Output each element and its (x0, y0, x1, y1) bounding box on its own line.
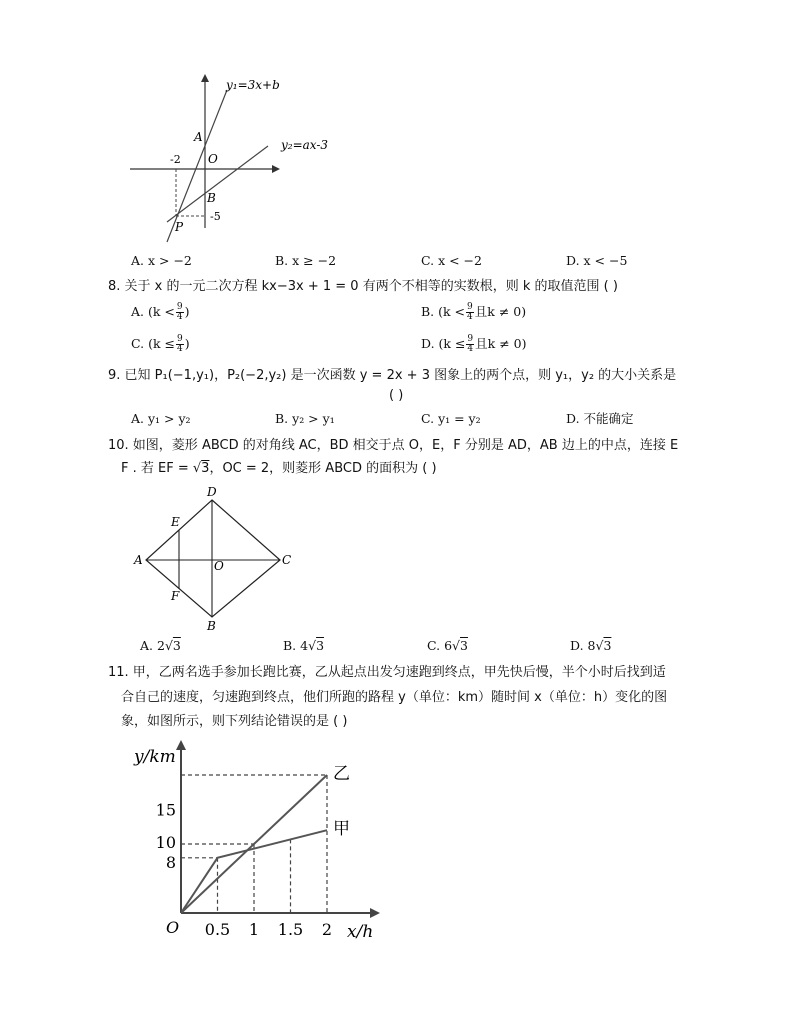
q9-option-c: C. y₁ = y₂ (421, 411, 481, 426)
q11-line1: 11. 甲，乙两名选手参加长跑比赛，乙从起点出发匀速跑到终点，甲先快后慢，半个小时后找到适 (108, 665, 666, 680)
label-line-y1: y₁=3x+b (226, 78, 280, 92)
q9-option-b: B. y₂ > y₁ (275, 411, 335, 426)
q10-option-c: C. 6√3 (427, 638, 468, 653)
label-E: E (171, 515, 180, 529)
chart-y-axis-arrow (176, 740, 186, 750)
q9-option-d: D. 不能确定 (566, 411, 634, 426)
q8-option-b: B. (k < $\frac{9}{4}$ 且k ≠ 0) (421, 302, 527, 322)
label-B: B (207, 619, 216, 633)
label-O: O (214, 559, 224, 573)
q9-stem: 9. 已知 P₁(−1,y₁)，P₂(−2,y₂) 是一次函数 y = 2x + 3 图象上的两个点，则 y₁，y₂ 的大小关系是 (108, 368, 677, 383)
q10-stem-line2: F . 若 EF = √3，OC = 2，则菱形 ABCD 的面积为 ( ) (121, 461, 437, 476)
chart-x-axis-arrow (370, 908, 380, 918)
series-label-1: 甲 (333, 819, 350, 840)
x-tick-label: 2 (321, 920, 333, 939)
y-tick-label: 8 (165, 852, 176, 872)
q10-option-b: B. 4√3 (283, 638, 325, 653)
q9-paren: ( ) (389, 388, 404, 403)
label-O: O (208, 152, 218, 166)
q7-option-b: B. x ≥ −2 (275, 253, 337, 268)
q10-option-d: D. 8√3 (570, 638, 612, 653)
series-label-0: 乙 (333, 764, 350, 784)
label-D: D (207, 485, 217, 499)
tick-neg5: -5 (210, 210, 221, 223)
chart-xlabel: x/h (347, 922, 374, 942)
label-B: B (207, 191, 216, 205)
q10-stem-line1: 10. 如图，菱形 ABCD 的对角线 AC，BD 相交于点 O，E，F 分别是 AD，AB 边上的中点，连接 E (108, 438, 679, 453)
label-P: P (175, 220, 184, 234)
q7-option-a: A. x > −2 (131, 253, 192, 268)
q10-option-a: A. 2√3 (140, 638, 181, 653)
x-tick-label: 1 (248, 920, 260, 939)
x-tick-label: 1.5 (277, 920, 304, 939)
chart-origin: O (166, 918, 180, 937)
q11-line3: 象，如图所示，则下列结论错误的是 ( ) (121, 714, 348, 729)
y-tick-label: 15 (155, 800, 176, 820)
label-A: A (134, 553, 143, 567)
tick-neg2: -2 (170, 153, 181, 166)
label-A: A (194, 130, 203, 144)
q7-option-d: D. x < −5 (566, 253, 628, 268)
q9-option-a: A. y₁ > y₂ (131, 411, 191, 426)
label-C: C (282, 553, 292, 567)
chart-ylabel: y/km (134, 747, 176, 767)
x-tick-label: 0.5 (204, 920, 231, 939)
q8-option-d: D. (k ≤ $\frac{9}{4}$ 且k ≠ 0) (421, 334, 527, 354)
q11-line2: 合自己的速度，匀速跑到终点，他们所跑的路程 y（单位：km）随时间 x（单位：h）变化的图 (121, 690, 668, 705)
label-line-y2: y₂=ax-3 (281, 138, 329, 152)
q8-option-c: C. (k ≤ $\frac{9}{4}$ ) (131, 334, 190, 354)
q8-stem: 8. 关于 x 的一元二次方程 kx−3x + 1 = 0 有两个不相等的实数根，则 k 的取值范围 ( ) (108, 279, 618, 294)
q7-option-c: C. x < −2 (421, 253, 482, 268)
y-tick-label: 10 (155, 833, 176, 852)
label-F: F (171, 589, 180, 603)
q8-option-a: A. (k < $\frac{9}{4}$ ) (131, 302, 190, 322)
